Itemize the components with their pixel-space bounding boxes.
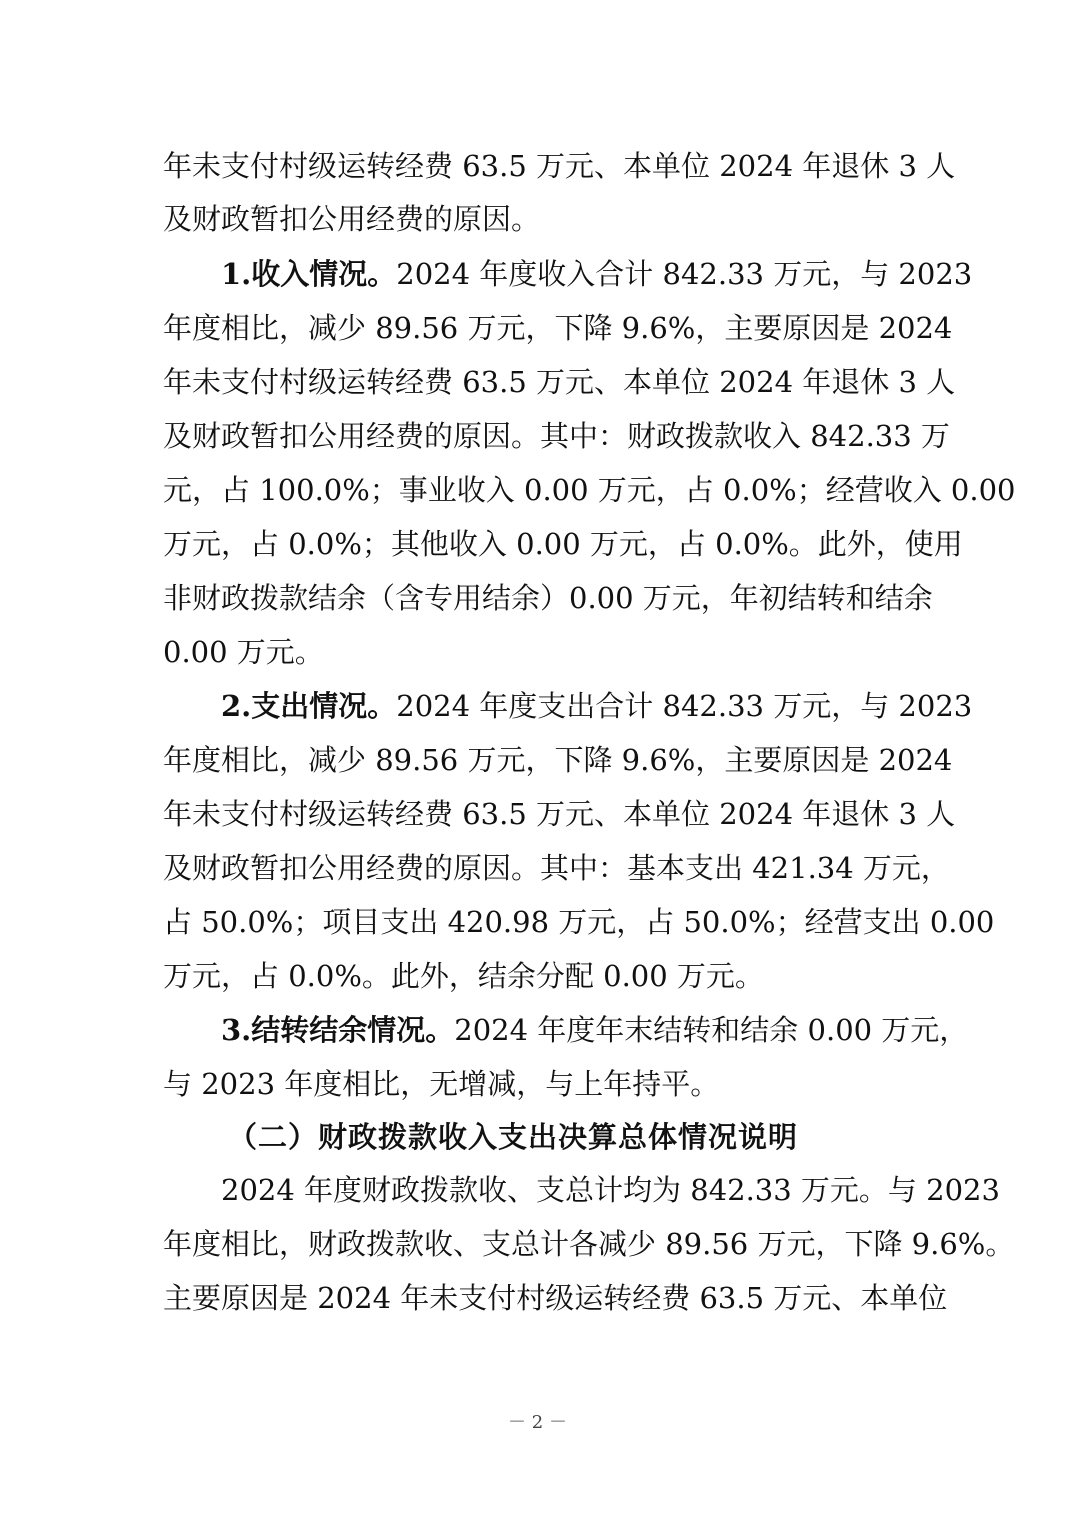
text-line: 年度相比，减少 89.56 万元，下降 9.6%，主要原因是 2024: [163, 311, 953, 345]
text-line: 及财政暂扣公用经费的原因。其中：基本支出 421.34 万元，: [163, 851, 950, 885]
text-line: 年未支付村级运转经费 63.5 万元、本单位 2024 年退休 3 人: [163, 797, 956, 831]
text-line: 及财政暂扣公用经费的原因。: [163, 202, 541, 236]
text-line: 年未支付村级运转经费 63.5 万元、本单位 2024 年退休 3 人: [163, 149, 956, 183]
text-line: 1.收入情况。2024 年度收入合计 842.33 万元，与 2023: [221, 257, 973, 291]
text-line: 年度相比，减少 89.56 万元，下降 9.6%，主要原因是 2024: [163, 743, 953, 777]
text-line: 2024 年度财政拨款收、支总计均为 842.33 万元。与 2023: [221, 1173, 1000, 1207]
text-line: 占 50.0%；项目支出 420.98 万元，占 50.0%；经营支出 0.00: [163, 905, 995, 939]
section-heading-expenditure: 2.支出情况。: [221, 689, 397, 723]
section-heading-income: 1.收入情况。: [221, 257, 397, 291]
text-line: 主要原因是 2024 年未支付村级运转经费 63.5 万元、本单位: [163, 1281, 948, 1315]
subsection-heading: （二）财政拨款收入支出决算总体情况说明: [228, 1120, 799, 1154]
text-line: 及财政暂扣公用经费的原因。其中：财政拨款收入 842.33 万: [163, 419, 950, 453]
text-line: 万元，占 0.0%。此外，结余分配 0.00 万元。: [163, 959, 764, 993]
text-line: 元，占 100.0%；事业收入 0.00 万元，占 0.0%；经营收入 0.00: [163, 473, 1016, 507]
text-line: 万元，占 0.0%；其他收入 0.00 万元，占 0.0%。此外，使用: [163, 527, 963, 561]
text-line: 年未支付村级运转经费 63.5 万元、本单位 2024 年退休 3 人: [163, 365, 956, 399]
text-line: 3.结转结余情况。2024 年度年末结转和结余 0.00 万元，: [221, 1013, 969, 1047]
page-number: － 2 －: [508, 1412, 567, 1433]
text-line: 0.00 万元。: [163, 635, 324, 669]
text-line: 年度相比，财政拨款收、支总计各减少 89.56 万元，下降 9.6%。: [163, 1227, 1015, 1261]
section-heading-carryover: 3.结转结余情况。: [221, 1013, 455, 1047]
text-line: 非财政拨款结余（含专用结余）0.00 万元，年初结转和结余: [163, 581, 933, 615]
text-line: 与 2023 年度相比，无增减，与上年持平。: [163, 1067, 720, 1101]
text-line: 2.支出情况。2024 年度支出合计 842.33 万元，与 2023: [221, 689, 973, 723]
